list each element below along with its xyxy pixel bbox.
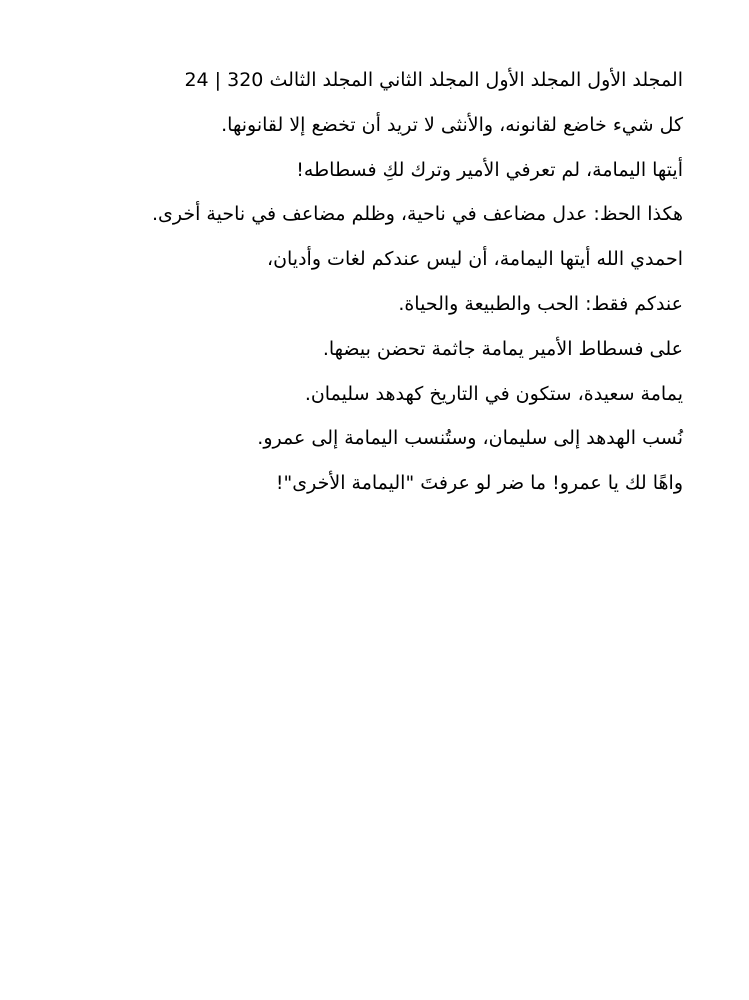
text-line-8: نُسب الهدهد إلى سليمان، وستُنسب اليمامة إلى عمرو. <box>257 427 683 450</box>
text-line-6: على فسطاط الأمير يمامة جاثمة تحضن بيضها. <box>322 337 683 360</box>
text-line-3: هكذا الحظ: عدل مضاعف في ناحية، وظلم مضاعف في ناحية أخرى. <box>151 203 683 226</box>
volume-labels: المجلد الأول المجلد الأول المجلد الثاني المجلد الثالث <box>269 69 683 91</box>
text-line-9: واهًا لك يا عمرو! ما ضر لو عرفتَ "اليمامة الأخرى"! <box>275 472 683 495</box>
text-line-7: يمامة سعيدة، ستكون في التاريخ كهدهد سليمان. <box>304 382 683 405</box>
text-line-5: عندكم فقط: الحب والطبيعة والحياة. <box>398 292 683 315</box>
page-reference: 24 | 320 <box>184 69 264 91</box>
text-line-2: أيتها اليمامة، لم تعرفي الأمير وترك لكِ فسطاطه! <box>296 158 683 181</box>
header-line <box>63 62 683 107</box>
text-block <box>63 62 683 510</box>
text-line-1: كل شيء خاضع لقانونه، والأنثى لا تريد أن تخضع إلا لقانونها. <box>221 113 683 136</box>
text-line-4: احمدي الله أيتها اليمامة، أن ليس عندكم لغات وأديان، <box>266 248 683 271</box>
